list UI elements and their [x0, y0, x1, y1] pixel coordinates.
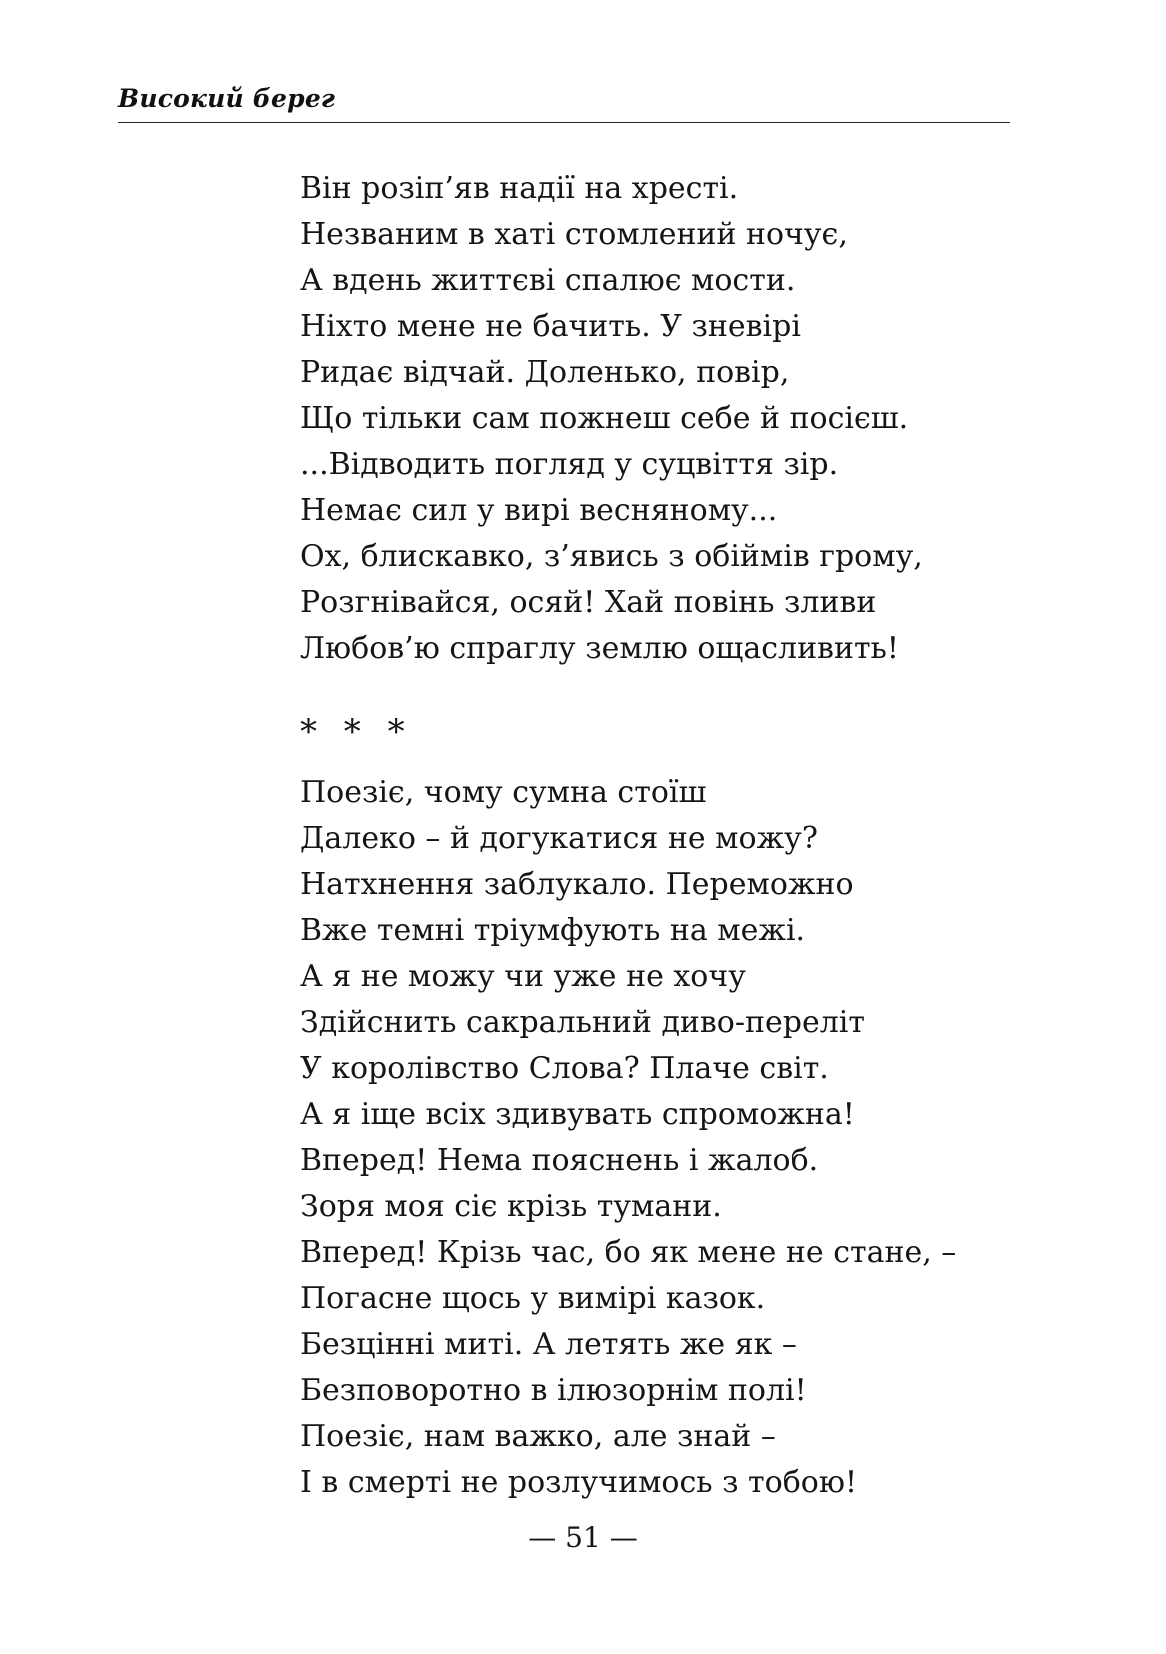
poem-line: Вперед! Крізь час, бо як мене не стане, –	[300, 1235, 957, 1270]
poem-line: І в смерті не розлучимось з тобою!	[300, 1465, 858, 1500]
poem-line: Розгнівайся, осяй! Хай повінь зливи	[300, 585, 877, 620]
poem-line: Зоря моя сіє крізь тумани.	[300, 1189, 722, 1224]
poem-line: У королівство Слова? Плаче світ.	[300, 1051, 829, 1086]
poem-line: Натхнення заблукало. Переможно	[300, 867, 854, 902]
poem-line: Ридає відчай. Доленько, повір,	[300, 355, 790, 390]
poem-line: Поезіє, нам важко, але знай –	[300, 1419, 776, 1454]
section-separator: * * *	[300, 712, 413, 752]
poem-line: Безповоротно в ілюзорнім полі!	[300, 1373, 807, 1408]
poem-line: А я іще всіх здивувать спроможна!	[300, 1097, 855, 1132]
poem-line: ...Відводить погляд у суцвіття зір.	[300, 447, 839, 482]
poem-line: Незваним в хаті стомлений ночує,	[300, 217, 848, 252]
poem-line: Вже темні тріумфують на межі.	[300, 913, 806, 948]
poem-line: А я не можу чи уже не хочу	[300, 959, 746, 994]
poem-line: А вдень життєві спалює мости.	[300, 263, 796, 298]
poem-line: Погасне щось у вимірі казок.	[300, 1281, 766, 1316]
page-number: — 51 —	[528, 1521, 638, 1554]
poem-line: Здійснить сакральний диво-переліт	[300, 1005, 865, 1040]
poem-line: Він розіп’яв надії на хресті.	[300, 171, 739, 206]
poem-line: Далеко – й догукатися не можу?	[300, 821, 818, 856]
poem-line: Любов’ю спраглу землю ощасливить!	[300, 631, 899, 666]
poem-line: Що тільки сам пожнеш себе й посієш.	[300, 401, 909, 436]
book-title: Високий берег	[118, 84, 336, 113]
poem-line: Ох, блискавко, з’явись з обіймів грому,	[300, 539, 923, 574]
poem-stanza-1	[300, 166, 1000, 672]
poem-stanza-2	[300, 770, 1000, 1506]
poem-line: Поезіє, чому сумна стоїш	[300, 775, 707, 810]
poem-line: Вперед! Нема пояснень і жалоб.	[300, 1143, 819, 1178]
poem-line: Безцінні миті. А летять же як –	[300, 1327, 797, 1362]
poem-line: Немає сил у вирі весняному...	[300, 493, 778, 528]
poem-line: Ніхто мене не бачить. У зневірі	[300, 309, 801, 344]
running-header	[118, 82, 1010, 123]
